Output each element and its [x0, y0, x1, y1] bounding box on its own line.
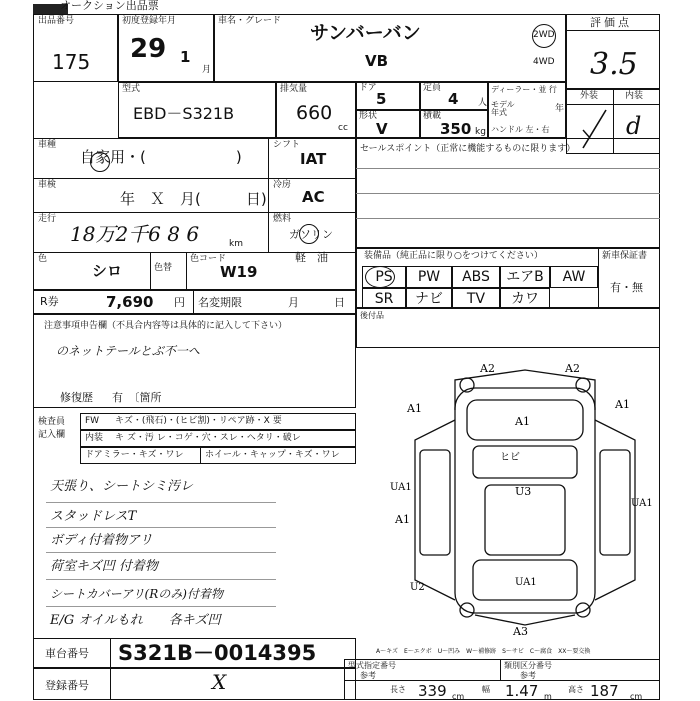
mark-a2-left: A2: [480, 362, 495, 375]
load-label: 積載: [423, 111, 442, 121]
model-name-label: 車名・グレード: [218, 16, 282, 26]
exterior-label: 外装: [580, 91, 599, 101]
notes-handwritten: のネットテールとぶ不一へ: [56, 344, 200, 358]
class-label: 類別区分番号: [504, 661, 552, 670]
chassis-label: 車台番号: [45, 647, 89, 660]
registration-label: 登録番号: [45, 679, 89, 692]
color-code: W19: [220, 263, 258, 281]
mark-ua1-left: UA1: [390, 482, 412, 493]
model-name: サンバーバン: [310, 22, 421, 44]
length: 339: [418, 682, 447, 700]
mark-u3: U3: [515, 485, 532, 498]
first-reg-year: 29: [130, 34, 167, 64]
equip-sr: SR: [362, 288, 406, 308]
first-reg-month: 1: [180, 48, 191, 66]
height-unit: cm: [630, 692, 643, 701]
type-label: 車種: [38, 140, 57, 150]
name-period-month: 月: [288, 296, 299, 309]
displacement-label: 排気量: [280, 84, 308, 94]
inspector-fw: FW: [85, 416, 100, 426]
lot-label: 出品番号: [38, 16, 75, 26]
mileage: 18万2千6 8 6: [70, 222, 200, 246]
model-type-label: 型式: [122, 84, 141, 94]
load: 350: [440, 120, 472, 138]
handle-label: ハンドル 左・右: [491, 125, 550, 134]
capacity: 4: [448, 90, 459, 108]
color-change-label: 色替: [154, 263, 173, 273]
fuel-gas-circle: [299, 224, 319, 244]
header-partial-text: オークション出品票: [60, 0, 159, 12]
repair-value: 有 〔箇所: [112, 391, 162, 404]
equip-tv: TV: [452, 288, 500, 308]
displacement: 660: [296, 102, 333, 124]
height: 187: [590, 682, 619, 700]
cc-unit: cc: [338, 123, 348, 133]
name-period-day: 日: [334, 296, 345, 309]
recycle-amount: 7,690: [106, 293, 154, 311]
equip-airbag: エアB: [500, 266, 550, 288]
hw-note-3: ボディ付着物アリ: [50, 533, 153, 548]
width: 1.47: [505, 682, 539, 700]
color-label: 色: [38, 254, 48, 264]
equipment-title: 装備品（純正品に限り○をつけてください）: [364, 251, 543, 261]
first-reg-label: 初度登録年月: [122, 16, 177, 26]
inspector-interior-items: キ ズ・汚 レ・コゲ・穴・スレ・ヘタリ・破レ: [115, 433, 301, 443]
inspection-label: 車検: [38, 180, 57, 190]
repair-label: 修復歴: [60, 391, 93, 404]
mark-ua1-right: UA1: [631, 498, 653, 509]
grade: VB: [365, 52, 389, 70]
month-unit: 月: [202, 65, 212, 75]
mark-a1-top-left: A1: [407, 402, 422, 415]
hw-note-2: スタッドレスT: [50, 509, 137, 524]
hw-note-5: シートカバーアリ(Rのみ)付着物: [50, 587, 223, 601]
score-value: 3.5: [590, 47, 638, 82]
shape-label: 形状: [359, 111, 378, 121]
chassis-number: S321B－0014395: [118, 641, 317, 665]
inspector-label-1: 検査員: [38, 417, 66, 427]
color-code-label: 色コード: [190, 254, 227, 264]
mark-a1-hood: A1: [515, 415, 530, 428]
recycle-label: R券: [40, 295, 59, 308]
sales-label: セールスポイント（正常に機能するものに限ります）: [360, 144, 576, 154]
model-type: EBD－S321B: [133, 104, 235, 123]
mark-a2-right: A2: [565, 362, 580, 375]
inspector-label-2: 記入欄: [38, 430, 66, 440]
drive-2wd: 2WD: [533, 30, 555, 40]
person-unit: 人: [478, 98, 488, 108]
mark-u2: U2: [410, 582, 425, 593]
lot-number: 175: [52, 50, 91, 74]
car-damage-diagram: [390, 360, 660, 640]
aftermarket-label: 後付品: [360, 311, 384, 320]
class-ref: 参考: [520, 671, 536, 680]
length-label: 長さ: [390, 685, 406, 694]
recycle-box: [33, 290, 356, 314]
inspector-fw-items: キズ・(飛石)・(ヒビ割)・リペア跡・X 要: [115, 416, 282, 426]
fuel-diesel: 軽 油: [295, 251, 328, 264]
fuel-gas: ガソリン: [289, 228, 333, 241]
km-unit: km: [229, 239, 243, 249]
width-label: 幅: [482, 685, 490, 694]
cert-ref: 参考: [360, 671, 376, 680]
color: シロ: [92, 262, 123, 280]
mileage-label: 走行: [38, 214, 57, 224]
equip-navi: ナビ: [406, 288, 452, 308]
interior-label: 内装: [625, 91, 644, 101]
mark-crack: ヒビ: [500, 452, 520, 463]
interior-grade: d: [626, 112, 642, 140]
score-label: 評価点: [590, 16, 632, 29]
equip-abs: ABS: [452, 266, 500, 288]
width-unit: m: [544, 692, 552, 701]
shift-label: シフト: [273, 140, 301, 150]
capacity-label: 定員: [423, 83, 442, 93]
yen-unit: 円: [174, 296, 185, 309]
shift: IAT: [300, 150, 327, 168]
doors: 5: [376, 90, 387, 108]
doors-label: ドア: [359, 83, 377, 93]
inspector-mirror: ドアミラー・キズ・ワレ: [85, 450, 184, 460]
cert-label: 型式指定番号: [348, 661, 396, 670]
mark-ua1-rear: UA1: [515, 577, 537, 588]
new-cert-label: 新車保証書: [602, 251, 648, 261]
equip-ps-circle: [365, 266, 395, 288]
inspector-interior: 内装: [85, 433, 104, 443]
registration-value: X: [212, 670, 227, 694]
model-year-label: モデル年式: [491, 100, 515, 117]
aftermarket-box: [356, 308, 660, 348]
ac-label: 冷房: [273, 180, 292, 190]
height-label: 高さ: [568, 685, 584, 694]
fuel-label: 燃料: [273, 214, 292, 224]
hw-note-6: E/G オイルもれ 各キズ凹: [50, 613, 221, 628]
new-cert-value: 有・無: [610, 281, 643, 294]
year-unit: 年: [555, 104, 565, 114]
hw-note-4: 荷室キズ凹 付着物: [50, 559, 158, 574]
shape: V: [376, 120, 388, 138]
name-period-label: 名変期限: [198, 296, 242, 309]
dealer-label: ディーラー・並 行: [491, 85, 557, 94]
type-value: 自家用・( ): [80, 148, 242, 166]
equip-pw: PW: [406, 266, 452, 288]
notes-label: 注意事項申告欄（不具合内容等は具体的に記入して下さい）: [44, 321, 288, 331]
drive-4wd: 4WD: [533, 57, 555, 67]
diagram-legend: A～キズ E～エクボ U～凹み W～補修跡 S～サビ C～腐食 XX～要交換: [376, 648, 591, 655]
kg-unit: kg: [475, 127, 486, 137]
private-use-circle: [90, 152, 110, 172]
hw-note-1: 天張り、シートシミ汚レ: [50, 479, 194, 494]
length-unit: cm: [452, 692, 465, 701]
equip-leather: カワ: [500, 288, 550, 308]
inspector-wheel: ホイール・キャップ・キズ・ワレ: [205, 450, 340, 460]
mark-a3: A3: [513, 625, 528, 638]
equip-ps: PS: [362, 266, 406, 288]
inspection-value: 年 Ｘ 月( 日): [120, 190, 267, 208]
ac: AC: [302, 188, 325, 206]
mark-a1-left: A1: [395, 513, 410, 526]
equip-aw: AW: [550, 266, 598, 288]
mark-a1-top-right: A1: [615, 398, 630, 411]
